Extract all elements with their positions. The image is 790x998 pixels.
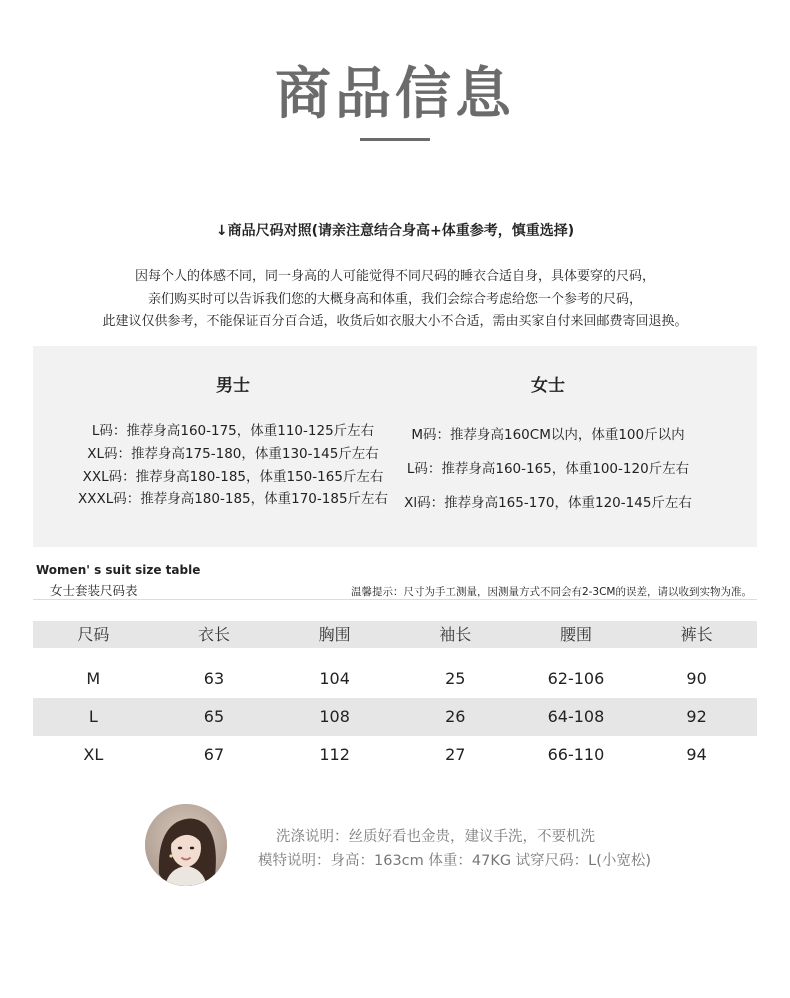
table-cell: 25 — [445, 669, 466, 688]
table-cell: 108 — [319, 707, 350, 726]
table-cell: 27 — [445, 745, 466, 764]
table-cell: XL — [83, 745, 104, 764]
size-table — [33, 621, 757, 774]
table-cell: 65 — [203, 707, 225, 726]
table-cell: 112 — [319, 745, 350, 764]
intro-line: 亲们购买时可以告诉我们您的大概身高和体重，我们会综合考虑给您一个参考的尺码， — [147, 291, 642, 307]
recommendation-panel — [33, 346, 757, 547]
men-size-row: XL码：推荐身高175-180，体重130-145斤左右 — [87, 445, 379, 462]
table-cell: 63 — [203, 669, 225, 688]
table-cell: 92 — [686, 707, 707, 726]
table-header-cell: 裤长 — [680, 625, 713, 644]
care-instructions: 洗涤说明：丝质好看也金贵，建议手洗，不要机洗 — [276, 829, 595, 845]
table-cell: 26 — [445, 707, 466, 726]
table-cell: 62-106 — [547, 669, 605, 688]
size-table-title-en: Women' s suit size table — [36, 563, 201, 577]
table-row — [33, 698, 757, 736]
table-header-cell: 尺码 — [77, 625, 110, 644]
women-column — [378, 346, 718, 520]
size-table-title-cn: 女士套装尺码表 — [50, 583, 138, 598]
intro-line: 此建议仅供参考，不能保证百分百合适，收货后如衣服大小不合适，需由买家自付来回邮费寄回退换。 — [102, 314, 688, 329]
table-cell: 67 — [203, 745, 225, 764]
table-header-cell: 胸围 — [318, 625, 351, 644]
women-size-row: M码：推荐身高160CM以内，体重100斤以内 — [411, 427, 685, 443]
page-title: 商品信息 — [275, 62, 515, 127]
table-cell: M — [86, 669, 101, 688]
table-cell: 64-108 — [547, 707, 605, 726]
table-header-cell: 袖长 — [439, 625, 472, 644]
title-underline — [360, 138, 430, 141]
table-header-cell: 衣长 — [197, 625, 230, 644]
women-size-row: Xl码：推荐身高165-170，体重120-145斤左右 — [404, 495, 692, 511]
men-column — [63, 346, 403, 511]
men-title: 男士 — [216, 376, 250, 396]
table-row — [33, 660, 757, 698]
divider — [33, 599, 757, 600]
men-size-row: XXL码：推荐身高180-185，体重150-165斤左右 — [82, 468, 384, 485]
men-size-row: XXXL码：推荐身高180-185，体重170-185斤左右 — [77, 491, 389, 508]
table-cell: 66-110 — [547, 745, 605, 764]
table-cell: 90 — [686, 669, 707, 688]
men-size-row: L码：推荐身高160-175，体重110-125斤左右 — [91, 423, 375, 439]
table-header-row — [33, 621, 757, 648]
model-avatar — [145, 804, 227, 886]
size-guide-subheading: ↓商品尺码对照(请亲注意结合身高+体重参考，慎重选择) — [215, 223, 575, 239]
table-cell: 94 — [686, 745, 707, 764]
intro-line: 因每个人的体感不同，同一身高的人可能觉得不同尺码的睡衣合适自身，具体要穿的尺码， — [134, 269, 655, 284]
model-description: 模特说明：身高：163cm 体重：47KG 试穿尺码：L(小宽松) — [258, 853, 652, 869]
table-row — [33, 736, 757, 774]
women-size-row: L码：推荐身高160-165，体重100-120斤左右 — [406, 461, 690, 477]
size-table-note: 温馨提示：尺寸为手工测量，因测量方式不同会有2-3CM的误差，请以收到实物为准。 — [350, 586, 752, 598]
size-guide-intro — [0, 266, 790, 334]
table-cell: L — [88, 707, 98, 726]
table-cell: 104 — [319, 669, 350, 688]
women-title: 女士 — [531, 376, 565, 396]
table-header-cell: 腰围 — [559, 625, 592, 644]
model-portrait-icon — [145, 804, 227, 886]
